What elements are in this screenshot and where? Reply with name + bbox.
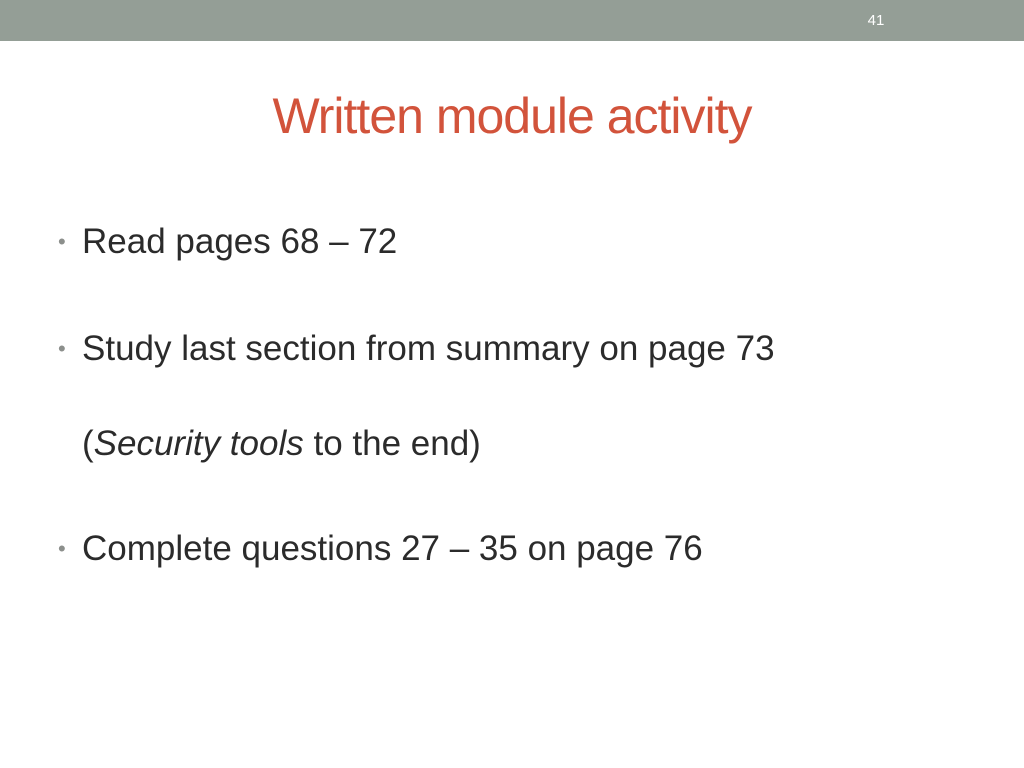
bullet-dot: • [58,336,66,361]
continuation-rest: to the end) [303,424,481,463]
italic-phrase: Security tools [93,424,304,463]
bullet-item [58,327,775,371]
top-bar [0,0,1024,41]
bullet-dot: • [58,536,66,561]
open-paren: ( [82,424,94,463]
bullet-dot: • [58,229,66,254]
bullet-text: Read pages 68 – 72 [82,222,398,261]
bullet-continuation [82,422,481,466]
slide-number: 41 [867,12,885,29]
bullet-text: Complete questions 27 – 35 on page 76 [82,529,703,568]
slide-title: Written module activity [272,88,752,144]
bullet-text: Study last section from summary on page 73 [82,329,775,368]
bullet-item [58,220,397,264]
bullet-item [58,527,703,571]
